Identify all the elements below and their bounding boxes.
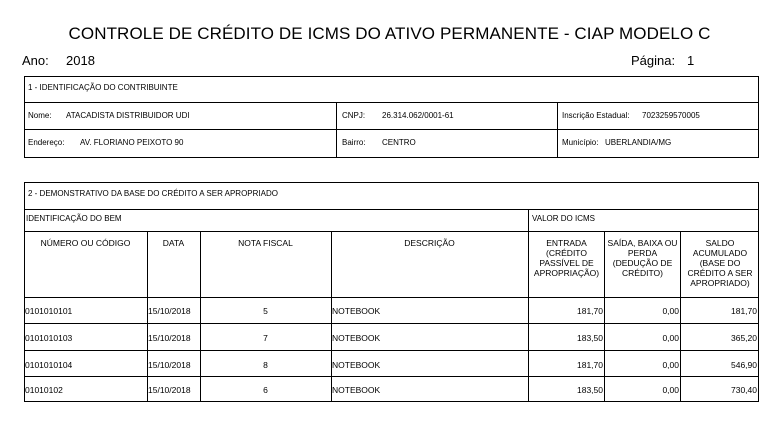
cell-nota-fiscal: 7 bbox=[263, 333, 268, 343]
section1-divider bbox=[557, 102, 558, 158]
section2-title: 2 - DEMONSTRATIVO DA BASE DO CRÉDITO A SER APROPRIADO bbox=[28, 189, 278, 198]
column-header-codigo: NÚMERO OU CÓDIGO bbox=[40, 238, 131, 248]
section2-divider bbox=[24, 376, 759, 377]
municipio-label: Município: bbox=[562, 138, 599, 147]
nome-value: ATACADISTA DISTRIBUIDOR UDI bbox=[66, 111, 190, 120]
column-header-descricao: DESCRIÇÃO bbox=[404, 238, 455, 248]
section2-divider bbox=[24, 297, 759, 298]
section1-divider bbox=[24, 129, 759, 130]
nome-label: Nome: bbox=[28, 111, 52, 120]
cell-saldo: 730,40 bbox=[731, 385, 757, 395]
column-header-data: DATA bbox=[162, 238, 185, 248]
cnpj-value: 26.314.062/0001-61 bbox=[382, 111, 454, 120]
inscricao-value: 7023259570005 bbox=[642, 111, 700, 120]
municipio-value: UBERLANDIA/MG bbox=[605, 138, 672, 147]
bairro-value: CENTRO bbox=[382, 138, 416, 147]
cell-descricao: NOTEBOOK bbox=[332, 333, 381, 343]
cell-saldo: 181,70 bbox=[731, 306, 757, 316]
cell-data: 15/10/2018 bbox=[148, 306, 191, 316]
cell-saida: 0,00 bbox=[662, 333, 679, 343]
column-header-entrada: ENTRADA (CRÉDITO PASSÍVEL DE APROPRIAÇÃO) bbox=[533, 238, 600, 278]
group-valor-icms: VALOR DO ICMS bbox=[532, 214, 595, 223]
section2-divider bbox=[331, 231, 332, 402]
section2-divider bbox=[680, 231, 681, 402]
section2-divider bbox=[200, 231, 201, 402]
cell-data: 15/10/2018 bbox=[148, 385, 191, 395]
group-identificacao-bem: IDENTIFICAÇÃO DO BEM bbox=[26, 214, 122, 223]
section2-divider bbox=[24, 231, 759, 232]
cell-codigo: 0101010101 bbox=[25, 306, 73, 316]
endereco-label: Endereço: bbox=[28, 138, 65, 147]
cell-data: 15/10/2018 bbox=[148, 333, 191, 343]
cell-descricao: NOTEBOOK bbox=[332, 385, 381, 395]
endereco-value: AV. FLORIANO PEIXOTO 90 bbox=[80, 138, 184, 147]
cell-codigo: 01010102 bbox=[25, 385, 63, 395]
cell-data: 15/10/2018 bbox=[148, 360, 191, 370]
inscricao-label: Inscrição Estadual: bbox=[562, 111, 630, 120]
page-title: CONTROLE DE CRÉDITO DE ICMS DO ATIVO PERMANENTE - CIAP MODELO C bbox=[68, 24, 711, 43]
section1-divider bbox=[336, 102, 337, 158]
section2-divider bbox=[24, 323, 759, 324]
pagina-label: Página: bbox=[631, 53, 676, 68]
cell-entrada: 183,50 bbox=[577, 385, 603, 395]
cell-entrada: 181,70 bbox=[577, 360, 603, 370]
column-header-saldo: SALDO ACUMULADO (BASE DO CRÉDITO A SER APROPRIADO) bbox=[687, 238, 753, 288]
cell-saldo: 365,20 bbox=[731, 333, 757, 343]
ano-value: 2018 bbox=[66, 53, 95, 68]
section2-divider bbox=[604, 231, 605, 402]
column-header-saida: SAÍDA, BAIXA OU PERDA (DEDUÇÃO DE CRÉDITO) bbox=[607, 238, 678, 278]
cell-descricao: NOTEBOOK bbox=[332, 306, 381, 316]
cell-codigo: 0101010103 bbox=[25, 333, 73, 343]
pagina-value: 1 bbox=[687, 53, 695, 68]
cell-nota-fiscal: 5 bbox=[263, 306, 268, 316]
section1-title: 1 - IDENTIFICAÇÃO DO CONTRIBUINTE bbox=[28, 83, 178, 92]
bairro-label: Bairro: bbox=[342, 138, 366, 147]
cell-entrada: 181,70 bbox=[577, 306, 603, 316]
cell-descricao: NOTEBOOK bbox=[332, 360, 381, 370]
cell-nota-fiscal: 8 bbox=[263, 360, 268, 370]
cell-codigo: 0101010104 bbox=[25, 360, 73, 370]
section2-divider bbox=[147, 231, 148, 402]
ano-label: Ano: bbox=[22, 53, 49, 68]
cell-saida: 0,00 bbox=[662, 385, 679, 395]
section2-divider bbox=[24, 209, 759, 210]
section2-divider bbox=[24, 350, 759, 351]
cell-saldo: 546,90 bbox=[731, 360, 757, 370]
section1-divider bbox=[24, 102, 759, 103]
cell-saida: 0,00 bbox=[662, 360, 679, 370]
cnpj-label: CNPJ: bbox=[342, 111, 366, 120]
cell-saida: 0,00 bbox=[662, 306, 679, 316]
cell-entrada: 183,50 bbox=[577, 333, 603, 343]
cell-nota-fiscal: 6 bbox=[263, 385, 268, 395]
column-header-nota-fiscal: NOTA FISCAL bbox=[238, 238, 293, 248]
